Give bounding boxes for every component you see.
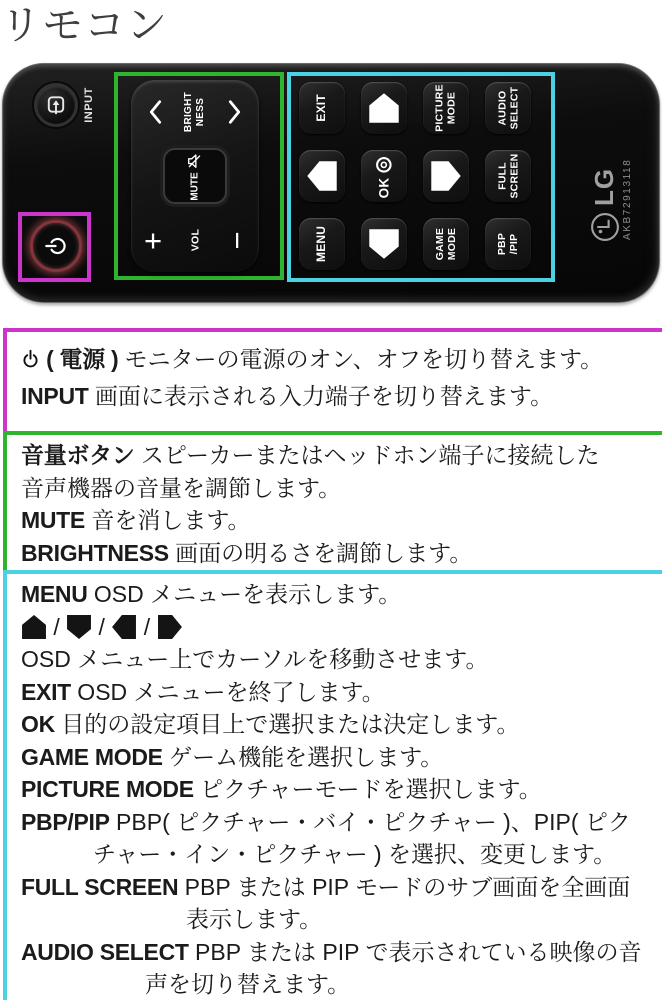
description-line xyxy=(21,936,662,969)
remote-photo xyxy=(2,63,660,303)
mute-label: MUTE xyxy=(189,171,200,201)
description-line xyxy=(21,504,662,537)
keyword: GAME MODE xyxy=(21,743,163,770)
description-text: OSD メニューを表示します。 xyxy=(87,581,402,607)
description-line xyxy=(21,611,662,644)
remote-button-menu xyxy=(299,218,345,270)
keyword: OK xyxy=(21,711,55,737)
description-line xyxy=(21,806,662,839)
description-line xyxy=(21,578,662,611)
description-text: 声を切り替えます。 xyxy=(145,971,351,997)
description-line xyxy=(21,537,662,570)
arrow-right-icon xyxy=(157,614,183,640)
description-text: PBP または PIP モードのサブ画面を全画面 xyxy=(178,873,631,900)
description-line xyxy=(21,838,662,871)
remote-button-picture-mode xyxy=(423,82,469,134)
arrow-up-icon xyxy=(368,92,400,124)
keyword: PICTURE MODE xyxy=(21,776,194,802)
power-input-description-box xyxy=(3,328,662,444)
keyword: 電源 xyxy=(59,346,105,372)
keyword: ( xyxy=(40,346,60,372)
keyword: ) xyxy=(104,346,125,372)
remote-button-label: FULL SCREEN xyxy=(495,153,520,199)
description-line xyxy=(21,968,662,1000)
keyword: INPUT xyxy=(21,383,89,409)
page-title: リモコン xyxy=(0,2,168,48)
description-text: OSD メニューを終了します。 xyxy=(70,678,385,705)
remote-button-game-mode xyxy=(423,218,469,270)
remote-button-exit xyxy=(299,82,345,134)
remote-button-ok xyxy=(361,150,407,202)
input-source-icon xyxy=(44,93,68,117)
remote-button-arrow-up xyxy=(361,82,407,134)
mute-speaker-icon xyxy=(187,152,204,169)
keyword: MENU xyxy=(21,581,88,607)
description-line xyxy=(21,773,662,806)
mute-button-content xyxy=(187,152,204,200)
model-number: AKB72913118 xyxy=(622,158,633,240)
volume-plus: + xyxy=(144,222,163,258)
keyword: AUDIO SELECT xyxy=(21,938,189,965)
description-line xyxy=(21,378,662,415)
description-text: / xyxy=(47,613,67,640)
description-line xyxy=(21,676,662,709)
description-line xyxy=(21,741,662,774)
description-text: PBP( ピクチャー・バイ・ピクチャー )、PIP( ピク xyxy=(109,808,631,835)
keyword: BRIGHTNESS xyxy=(21,539,169,566)
description-text: 画面の明るさを調節します。 xyxy=(168,539,473,566)
keyword: FULL SCREEN xyxy=(21,873,179,900)
input-button-label-wrap xyxy=(79,83,99,127)
description-text: 音を消します。 xyxy=(84,507,251,533)
brand-row xyxy=(589,130,620,242)
keyword: MUTE xyxy=(21,507,85,533)
arrow-down-icon xyxy=(368,228,400,260)
remote-button-grid xyxy=(299,82,531,270)
remote-button-audio-select xyxy=(485,82,531,134)
arrow-right-icon xyxy=(430,160,462,192)
description-text: 表示します。 xyxy=(186,906,323,932)
arrow-up-icon xyxy=(21,614,47,640)
remote-button-label: EXIT xyxy=(314,94,329,122)
remote-button-label: MENU xyxy=(314,225,329,263)
remote-button-label: PICTURE MODE xyxy=(433,84,458,132)
chevron-right-icon xyxy=(224,98,246,126)
remote-button-label: OK xyxy=(374,154,395,198)
description-text: / xyxy=(137,613,157,640)
volume-brightness-cluster xyxy=(131,80,259,272)
remote-button-arrow-right xyxy=(423,150,469,202)
description-line xyxy=(21,903,662,936)
brightness-label: BRIGHT NESS xyxy=(182,91,206,133)
description-text: ゲーム機能を選択します。 xyxy=(162,743,444,770)
description-text: PBP または PIP で表示されている映像の音 xyxy=(188,938,642,965)
description-line xyxy=(21,341,662,378)
input-button-label: INPUT xyxy=(83,87,95,123)
remote-button-arrow-down xyxy=(361,218,407,270)
description-line xyxy=(21,472,662,505)
arrow-left-icon xyxy=(306,160,338,192)
remote-button-label: GAME MODE xyxy=(433,227,458,261)
remote-button-pbp-pip xyxy=(485,218,531,270)
arrow-left-icon xyxy=(111,614,137,640)
description-line xyxy=(21,871,662,904)
volume-rocker xyxy=(131,208,259,272)
chevron-left-icon xyxy=(144,98,166,126)
highlight-box-power xyxy=(18,212,91,282)
description-line xyxy=(21,439,662,472)
description-text: 画面に表示される入力端子を切り替えます。 xyxy=(88,383,554,409)
keyword: 音量ボタン xyxy=(21,442,135,468)
description-text: 音声機器の音量を調節します。 xyxy=(21,474,342,501)
description-text: ピクチャーモードを選択します。 xyxy=(193,776,542,802)
lg-logo-icon xyxy=(590,212,620,242)
volume-label: VOL xyxy=(189,228,201,252)
remote-button-full-screen xyxy=(485,150,531,202)
brand-block xyxy=(575,130,647,242)
description-text: チャー・イン・ピクチャー ) を選択、変更します。 xyxy=(93,841,617,867)
brightness-rocker xyxy=(131,80,259,144)
ok-target-icon xyxy=(374,154,395,175)
mute-row xyxy=(131,144,259,208)
description-text: / xyxy=(92,613,112,640)
mute-button xyxy=(163,148,227,204)
arrow-down-icon xyxy=(66,614,92,640)
description-text: スピーカーまたはヘッドホン端子に接続した xyxy=(134,442,600,468)
menu-description-box xyxy=(3,570,662,1000)
remote-button-label: PBP /PIP xyxy=(495,232,520,256)
remote-button-label: AUDIO SELECT xyxy=(495,86,520,130)
description-text: モニターの電源のオン、オフを切り替えます。 xyxy=(124,346,604,372)
keyword: EXIT xyxy=(21,678,71,705)
keyword: PBP/PIP xyxy=(21,808,110,835)
power-icon xyxy=(21,349,40,369)
volume-minus: − xyxy=(219,230,255,250)
volume-description-box xyxy=(3,431,662,581)
description-line xyxy=(21,643,662,676)
brand-text: LG xyxy=(589,167,619,206)
description-line xyxy=(21,708,662,741)
description-text: 目的の設定項目上で選択または決定します。 xyxy=(54,711,520,737)
remote-button-arrow-left xyxy=(299,150,345,202)
description-text: OSD メニュー上でカーソルを移動させます。 xyxy=(21,646,489,672)
input-button xyxy=(34,83,78,127)
